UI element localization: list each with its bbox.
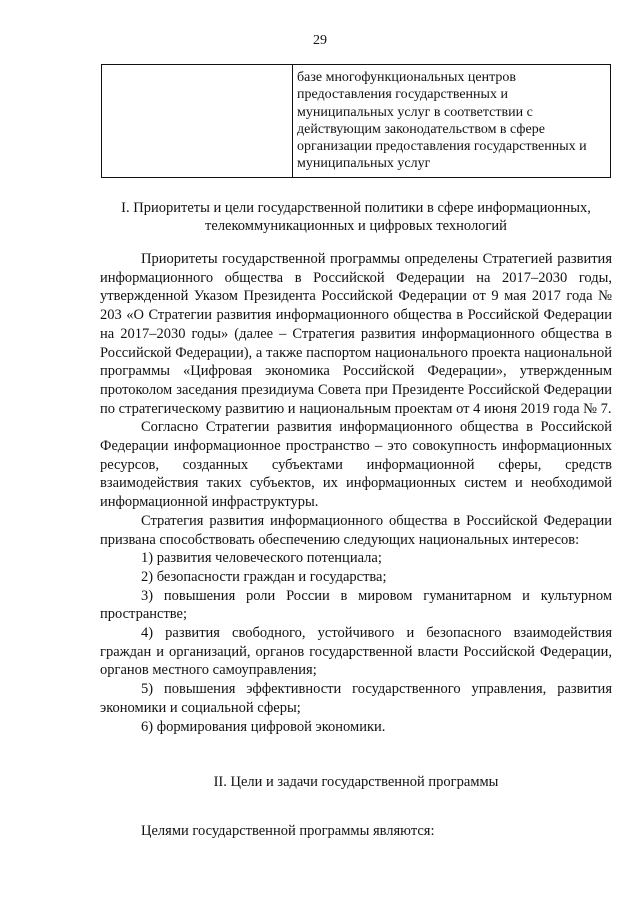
section-body: [100, 250, 612, 736]
paragraph-priorities: Приоритеты государственной программы определены Стратегией развития информационного общества в Российской Федерации на 2017–2030 годы, утвержденной Указом Президента Российской Федерации от 9 мая 2017 года № 203 «О Стратегии развития информационного общества в Российской Федерации на 2017–2030 годы» (далее – Стратегия развития информационного общества в Российской Федерации), а также паспортом национального проекта национальной программы «Цифровая экономика Российской Федерации», утвержденным протоколом заседания президиума Совета при Президенте Российской Федерации по стратегическому развитию и национальным проектам от 4 июня 2019 года № 7.: [100, 251, 612, 417]
section-heading-goals: II. Цели и задачи государственной программы: [213, 774, 499, 790]
list-item: 6) формирования цифровой экономики.: [141, 718, 386, 735]
list-item: 1) развития человеческого потенциала;: [141, 550, 382, 567]
list-item: 3) повышения роли России в мировом гуманитарном и культурном пространстве;: [100, 587, 612, 623]
section-heading-priorities: I. Приоритеты и цели государственной политики в сфере информационных, телекоммуникационных и цифровых технологий: [121, 200, 591, 234]
goals-intro-text: Целями государственной программы являются:: [141, 823, 435, 839]
paragraph-national-interests: Стратегия развития информационного общества в Российской Федерации призвана способствовать обеспечению следующих национальных интересов:: [100, 512, 612, 548]
continuation-table: [101, 64, 611, 178]
paragraph-information-space: Согласно Стратегии развития информационного общества в Российской Федерации информационное пространство – это совокупность информационных ресурсов, созданных субъектами информационной сферы, средств взаимодействия таких субъектов, их информационных систем и необходимой информационной инфраструктуры.: [100, 419, 612, 511]
list-item: 4) развития свободного, устойчивого и безопасного взаимодействия граждан и организаций, органов государственной власти Российской Федерации, органов местного самоуправления;: [100, 625, 612, 679]
list-item: 2) безопасности граждан и государства;: [141, 568, 387, 585]
list-item: 5) повышения эффективности государственного управления, развития экономики и социальной сферы;: [100, 681, 612, 716]
goals-intro: [100, 822, 612, 840]
table-cell-right: базе многофункциональных центров предоставления государственных и муниципальных услуг в соответствии с действующим законодательством в сфере организации предоставления государственных и муниципальных услуг: [297, 70, 587, 172]
table-cell-left: [102, 65, 293, 177]
page-number: 29: [313, 33, 327, 48]
